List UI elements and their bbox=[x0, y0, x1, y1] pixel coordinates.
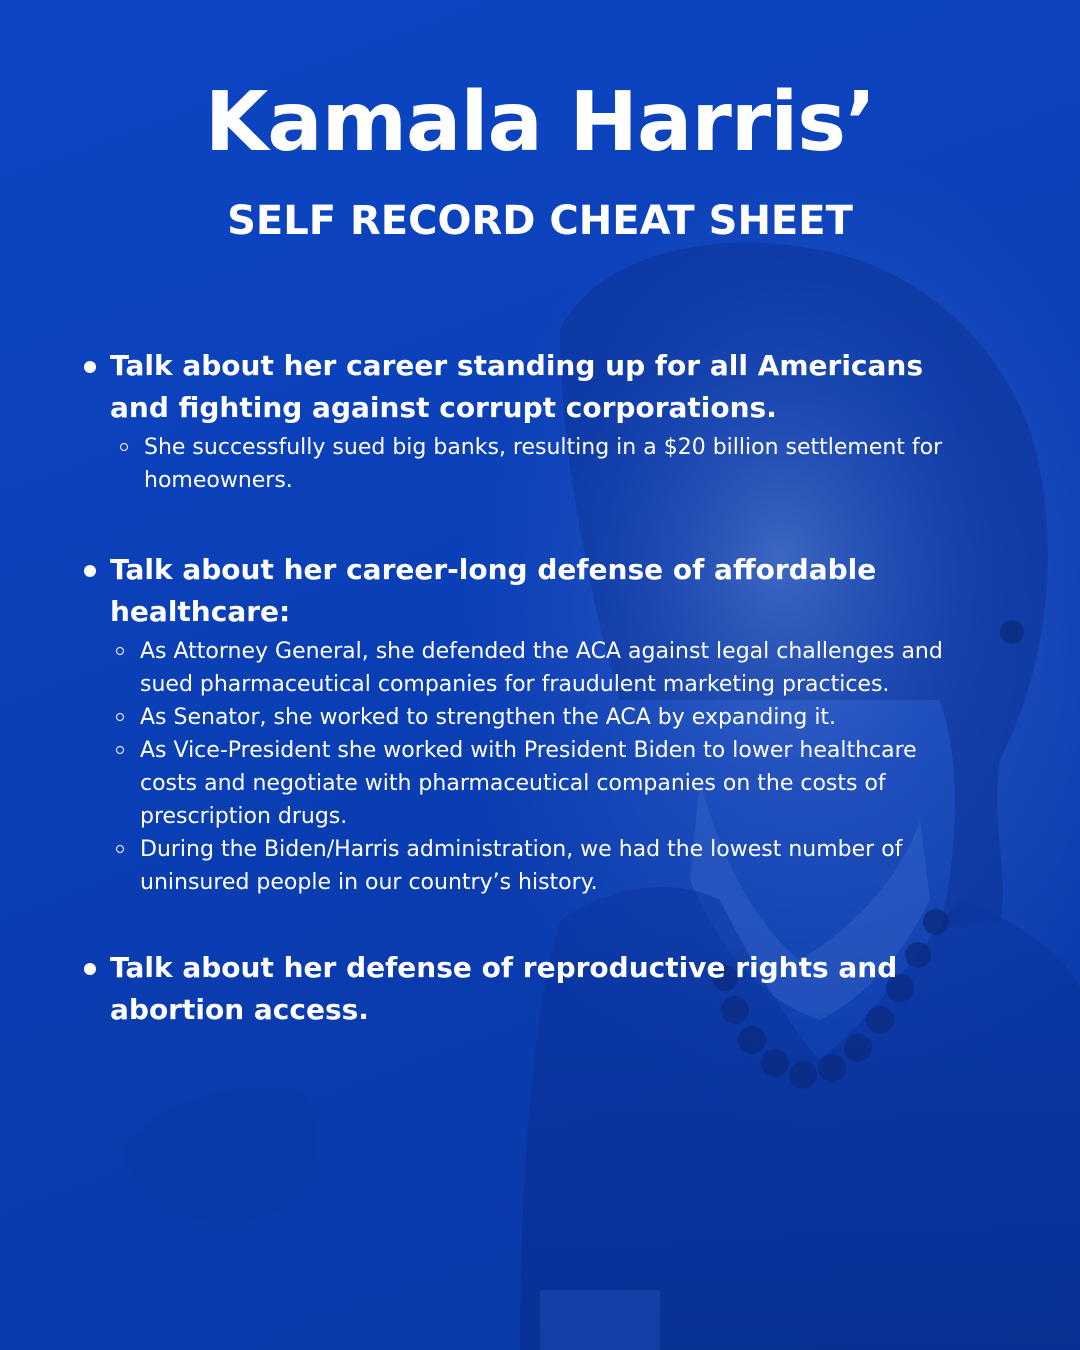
supporting-fact-text: As Vice-President she worked with President Biden to lower healthcare costs and negotiate with pharmaceutical companies on the costs of prescription drugs. bbox=[140, 738, 917, 829]
supporting-fact bbox=[110, 635, 980, 701]
supporting-fact bbox=[110, 833, 980, 899]
supporting-fact-text: She successfully sued big banks, resulting in a $20 billion settlement for homeowners. bbox=[144, 435, 943, 493]
talking-point-heading: Talk about her career standing up for all Americans and fighting against corrupt corporations. bbox=[110, 349, 924, 424]
bullet-icon bbox=[84, 361, 96, 373]
page-title: Kamala Harris’ bbox=[204, 75, 876, 170]
supporting-fact bbox=[110, 701, 980, 734]
talking-point-heading: Talk about her career-long defense of affordable healthcare: bbox=[110, 553, 877, 628]
spacer bbox=[80, 899, 980, 947]
supporting-fact-text: As Attorney General, she defended the ACA against legal challenges and sued pharmaceutical companies for fraudulent marketing practices. bbox=[140, 639, 943, 697]
hollow-bullet-icon bbox=[116, 647, 124, 655]
spacer bbox=[80, 497, 980, 549]
talking-points bbox=[80, 345, 980, 1031]
talking-point bbox=[80, 947, 980, 1031]
bullet-icon bbox=[84, 963, 96, 975]
hollow-bullet-icon bbox=[116, 746, 124, 754]
talking-point bbox=[80, 345, 980, 497]
supporting-facts bbox=[110, 431, 980, 497]
earring bbox=[1000, 620, 1024, 644]
bullet-icon bbox=[84, 565, 96, 577]
supporting-facts bbox=[110, 635, 980, 899]
supporting-fact bbox=[110, 734, 980, 833]
talking-point bbox=[80, 549, 980, 899]
hollow-bullet-icon bbox=[116, 845, 124, 853]
hollow-bullet-icon bbox=[120, 443, 128, 451]
supporting-fact-text: As Senator, she worked to strengthen the ACA by expanding it. bbox=[140, 705, 837, 730]
hollow-bullet-icon bbox=[116, 713, 124, 721]
supporting-fact bbox=[114, 431, 980, 497]
page-subtitle: SELF RECORD CHEAT SHEET bbox=[227, 198, 853, 244]
talking-point-heading: Talk about her defense of reproductive rights and abortion access. bbox=[110, 951, 898, 1026]
supporting-fact-text: During the Biden/Harris administration, we had the lowest number of uninsured people in our country’s history. bbox=[140, 837, 903, 895]
